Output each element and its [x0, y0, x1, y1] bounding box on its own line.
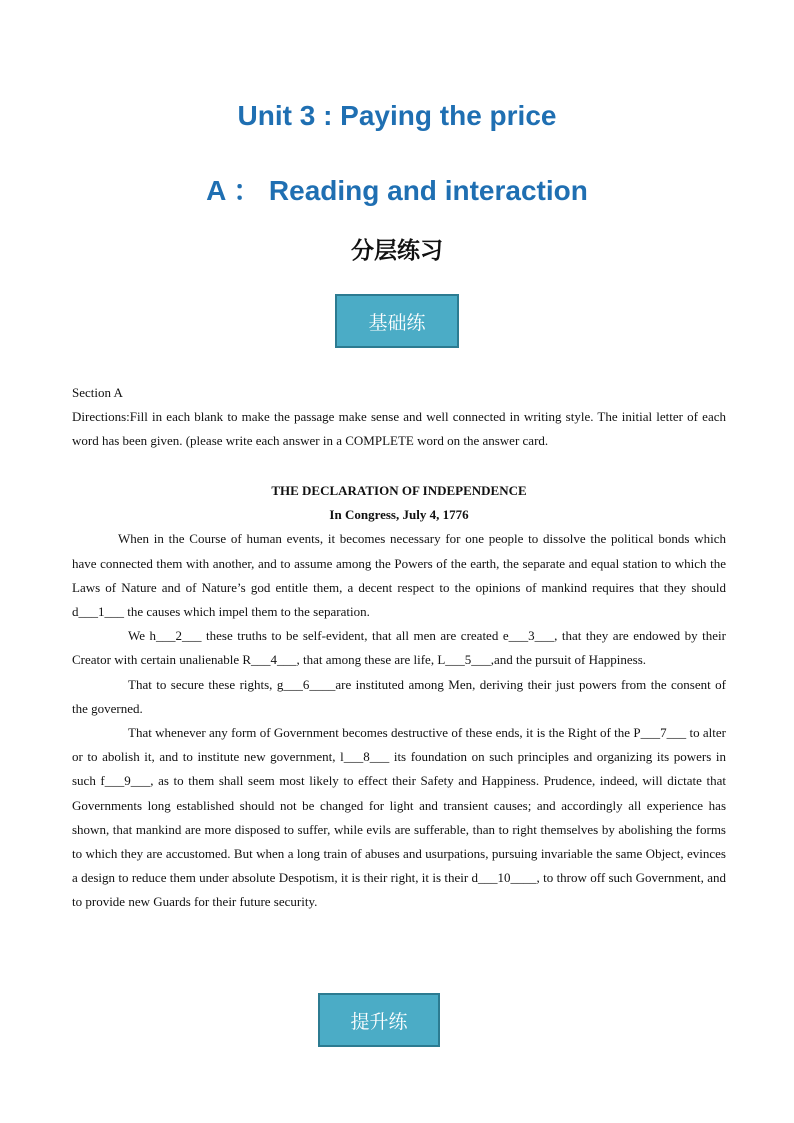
passage-paragraph: That whenever any form of Government becomes destructive of these ends, it is the Right of the P___7___ to alter or to abolish it, and to institute new government, l___8___ its foundation on such principles and organizing its powers in such f___9___, as to them shall seem most likely to effect their Safety and Happiness. Prudence, indeed, will dictate that Governments long established should not be changed for light and transient causes; and accordingly all experience has shown, that mankind are more disposed to suffer, while evils are sufferable, than to right themselves by abolishing the forms to which they are accustomed. But when a long train of abuses and usurpations, pursuing invariable the same Object, evinces a design to reduce them under absolute Despotism, it is their right, it is their d___10____, to throw off such Government, and to provide new Guards for their future security.	[72, 725, 726, 910]
directions-text: Directions:Fill in each blank to make the passage make sense and well connected in writing style. The initial letter of each word has been given. (please write each answer in a COMPLETE word on the answer card.	[72, 409, 726, 449]
exercise-subtitle: 分层练习	[351, 238, 443, 264]
passage-subtitle: In Congress, July 4, 1776	[329, 507, 469, 523]
part-title: A ： Reading and interaction	[206, 175, 588, 206]
advanced-practice-button[interactable]: 提升练	[318, 993, 440, 1047]
declaration-passage	[72, 479, 726, 915]
passage-paragraph: When in the Course of human events, it becomes necessary for one people to dissolve the political bonds which have connected them with another, and to assume among the Powers of the earth, the separate and equal station to which the Laws of Nature and of Nature’s god entitle them, a decent respect to the opinions of mankind requires that they should d___1___ the causes which impel them to the separation.	[72, 531, 726, 620]
basic-practice-button[interactable]: 基础练	[335, 294, 459, 348]
passage-title: THE DECLARATION OF INDEPENDENCE	[271, 483, 527, 498]
passage-paragraph: That to secure these rights, g___6____are instituted among Men, deriving their just powers from the consent of the governed.	[72, 676, 726, 716]
passage-paragraph: We h___2___ these truths to be self-evident, that all men are created e___3___, that they are endowed by their Creator with certain unalienable R___4___, that among these are life, L___5___,and the pursuit of Happiness.	[72, 628, 726, 668]
unit-title: Unit 3 : Paying the price	[237, 100, 557, 131]
section-a-block	[72, 381, 726, 454]
section-label: Section A	[72, 385, 123, 400]
